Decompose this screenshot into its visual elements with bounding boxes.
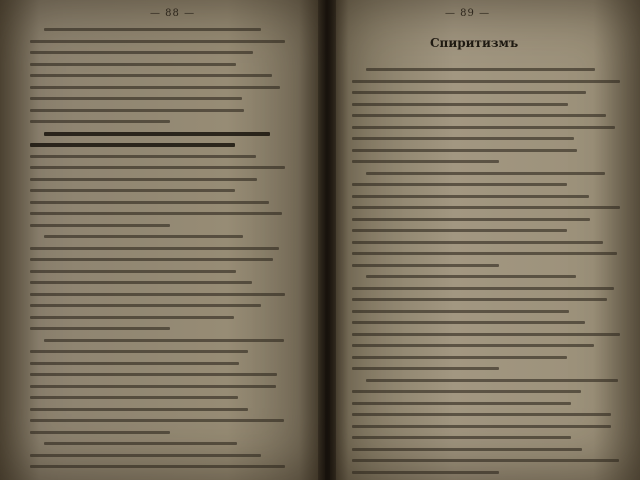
text-line xyxy=(30,316,234,319)
text-line xyxy=(30,189,235,192)
text-line xyxy=(30,396,238,399)
text-line xyxy=(30,454,261,457)
text-line xyxy=(366,275,576,278)
text-line xyxy=(366,68,595,71)
text-line xyxy=(30,293,285,296)
text-line xyxy=(30,201,269,204)
text-line xyxy=(352,344,594,347)
text-line xyxy=(30,120,170,123)
text-line xyxy=(352,448,582,451)
text-line xyxy=(30,40,285,43)
text-line xyxy=(30,155,256,158)
text-line xyxy=(352,298,607,301)
text-line xyxy=(30,109,244,112)
text-line xyxy=(352,264,499,267)
right-page xyxy=(330,0,640,480)
text-line xyxy=(30,166,285,169)
text-line xyxy=(30,86,280,89)
text-line xyxy=(44,235,243,238)
text-line xyxy=(30,224,170,227)
text-line xyxy=(30,304,261,307)
text-line xyxy=(30,431,170,434)
text-line xyxy=(30,74,272,77)
left-page-number: — 88 — xyxy=(150,8,196,19)
text-line xyxy=(30,419,284,422)
text-line xyxy=(30,281,252,284)
text-line xyxy=(352,229,567,232)
chapter-title: Спиритизмъ xyxy=(430,36,519,50)
text-line xyxy=(352,149,577,152)
text-line xyxy=(30,178,257,181)
text-line xyxy=(30,97,242,100)
text-line xyxy=(352,459,619,462)
text-line xyxy=(352,471,499,474)
text-line xyxy=(352,218,590,221)
text-line xyxy=(30,51,253,54)
text-line xyxy=(30,465,285,468)
text-line xyxy=(352,80,620,83)
book-gutter xyxy=(318,0,336,480)
text-line xyxy=(366,379,618,382)
text-line xyxy=(352,183,567,186)
text-line xyxy=(30,350,248,353)
text-line xyxy=(352,91,586,94)
text-line xyxy=(30,212,282,215)
text-line xyxy=(352,137,574,140)
text-line xyxy=(352,321,585,324)
text-line xyxy=(352,333,620,336)
text-line xyxy=(44,442,237,445)
text-line xyxy=(30,373,277,376)
text-line xyxy=(352,103,568,106)
text-line xyxy=(366,172,605,175)
text-line xyxy=(44,132,270,136)
text-line xyxy=(352,252,617,255)
right-page-number: — 89 — xyxy=(445,8,491,19)
text-line xyxy=(352,425,611,428)
text-line xyxy=(352,413,611,416)
text-line xyxy=(352,160,499,163)
text-line xyxy=(30,258,273,261)
text-line xyxy=(352,114,606,117)
text-line xyxy=(352,206,620,209)
text-line xyxy=(30,247,279,250)
text-line xyxy=(352,402,571,405)
text-line xyxy=(352,390,581,393)
text-line xyxy=(352,436,571,439)
text-line xyxy=(30,63,236,66)
text-line xyxy=(30,143,235,147)
text-line xyxy=(44,339,284,342)
text-line xyxy=(30,385,276,388)
text-line xyxy=(352,287,614,290)
text-line xyxy=(44,28,261,31)
text-line xyxy=(30,327,170,330)
text-line xyxy=(30,408,248,411)
text-line xyxy=(352,356,567,359)
text-line xyxy=(352,310,569,313)
text-line xyxy=(352,126,615,129)
text-line xyxy=(352,367,499,370)
text-line xyxy=(352,241,603,244)
text-line xyxy=(30,362,239,365)
text-line xyxy=(30,270,236,273)
text-line xyxy=(352,195,589,198)
